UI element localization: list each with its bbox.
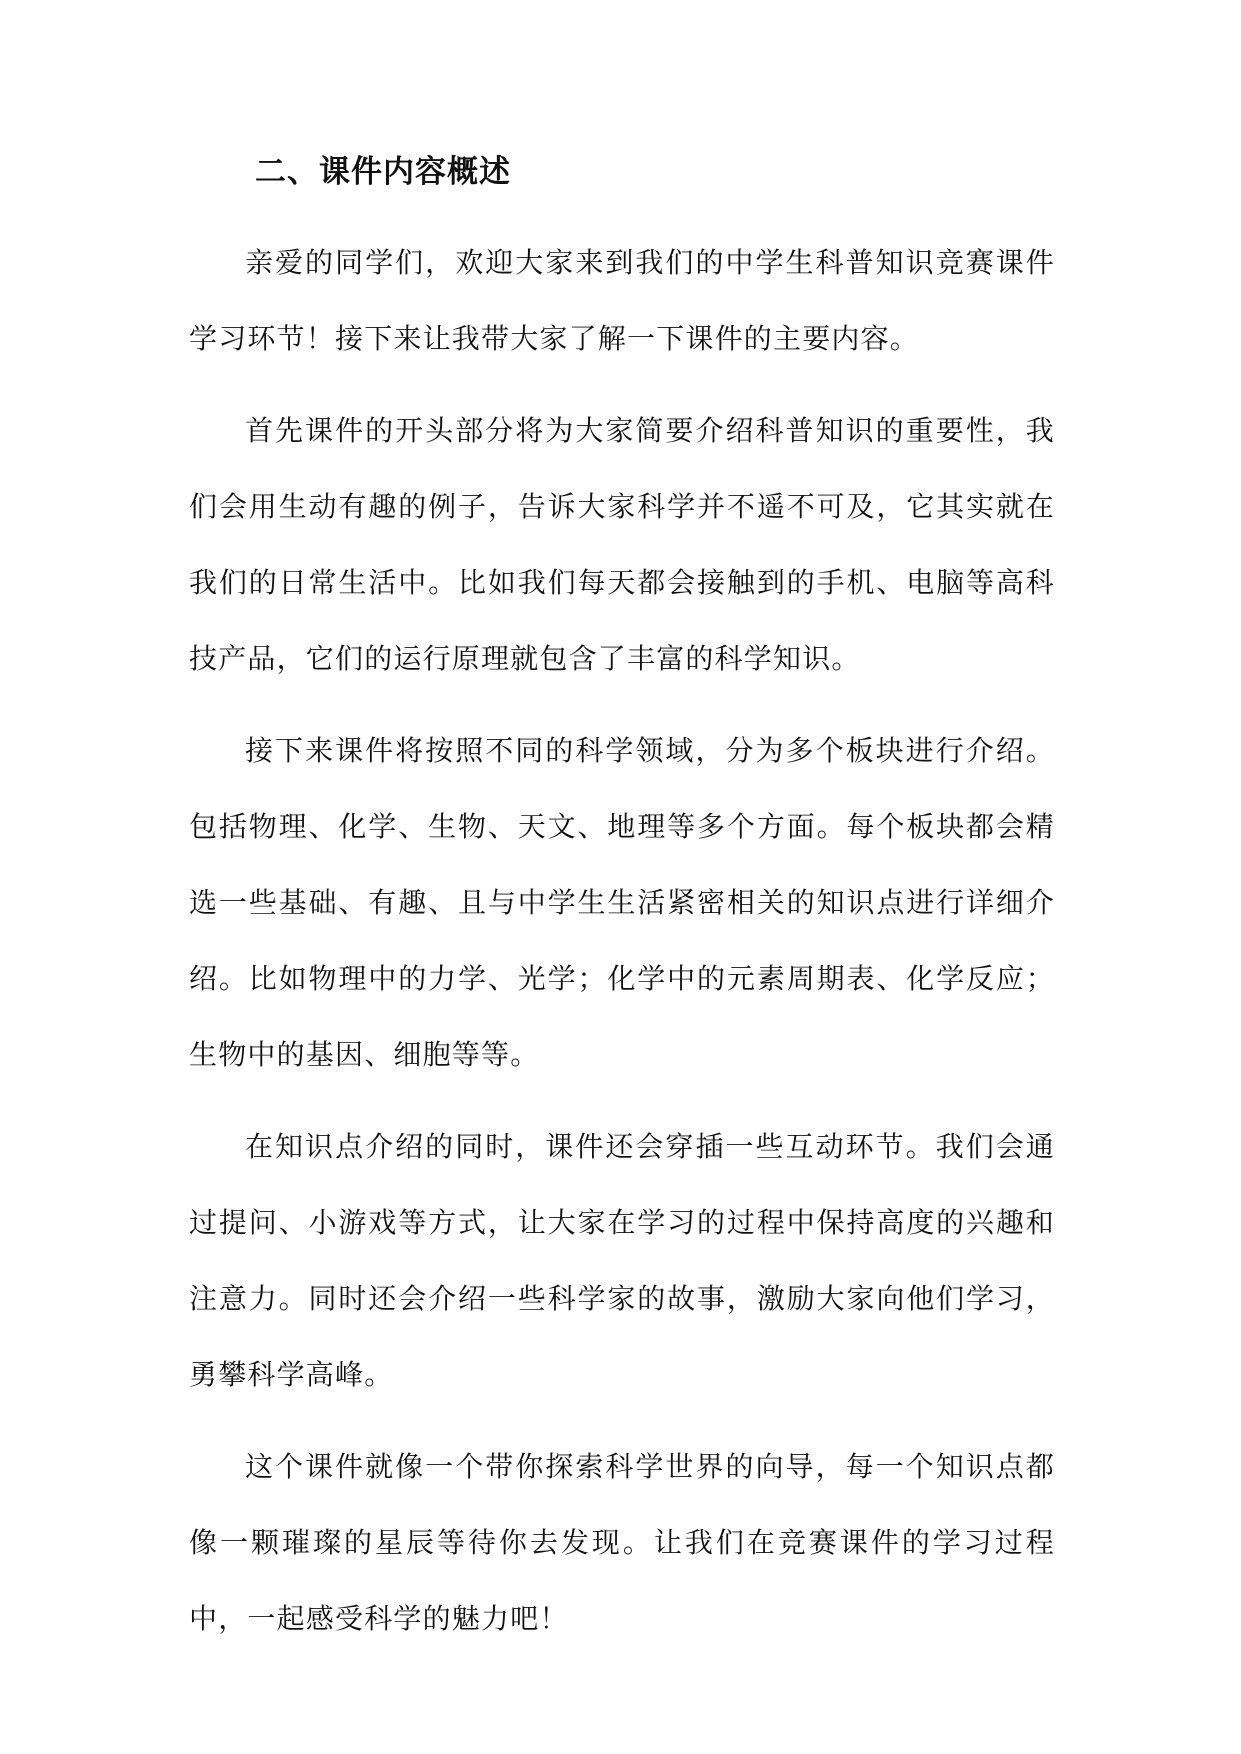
paragraph-interaction: 在知识点介绍的同时，课件还会穿插一些互动环节。我们会通过提问、小游戏等方式，让大家在学习的过程中保持高度的兴趣和注意力。同时还会介绍一些科学家的故事，激励大家向他们学习，勇攀科学高峰。 <box>189 1130 1055 1391</box>
paragraph-importance: 首先课件的开头部分将为大家简要介绍科普知识的重要性，我们会用生动有趣的例子，告诉大家科学并不遥不可及，它其实就在我们的日常生活中。比如我们每天都会接触到的手机、电脑等高科技产品，它们的运行原理就包含了丰富的科学知识。 <box>189 414 1055 675</box>
paragraph-intro: 亲爱的同学们，欢迎大家来到我们的中学生科普知识竞赛课件学习环节！接下来让我带大家了解一下课件的主要内容。 <box>189 246 1055 355</box>
body-text <box>189 225 1055 1673</box>
section-heading: 二、课件内容概述 <box>255 154 511 190</box>
paragraph-closing: 这个课件就像一个带你探索科学世界的向导，每一个知识点都像一颗璀璨的星辰等待你去发现。让我们在竞赛课件的学习过程中，一起感受科学的魅力吧！ <box>189 1450 1055 1635</box>
paragraph-fields: 接下来课件将按照不同的科学领域，分为多个板块进行介绍。包括物理、化学、生物、天文、地理等多个方面。每个板块都会精选一些基础、有趣、且与中学生生活紧密相关的知识点进行详细介绍。比如物理中的力学、光学；化学中的元素周期表、化学反应；生物中的基因、细胞等等。 <box>189 734 1055 1071</box>
